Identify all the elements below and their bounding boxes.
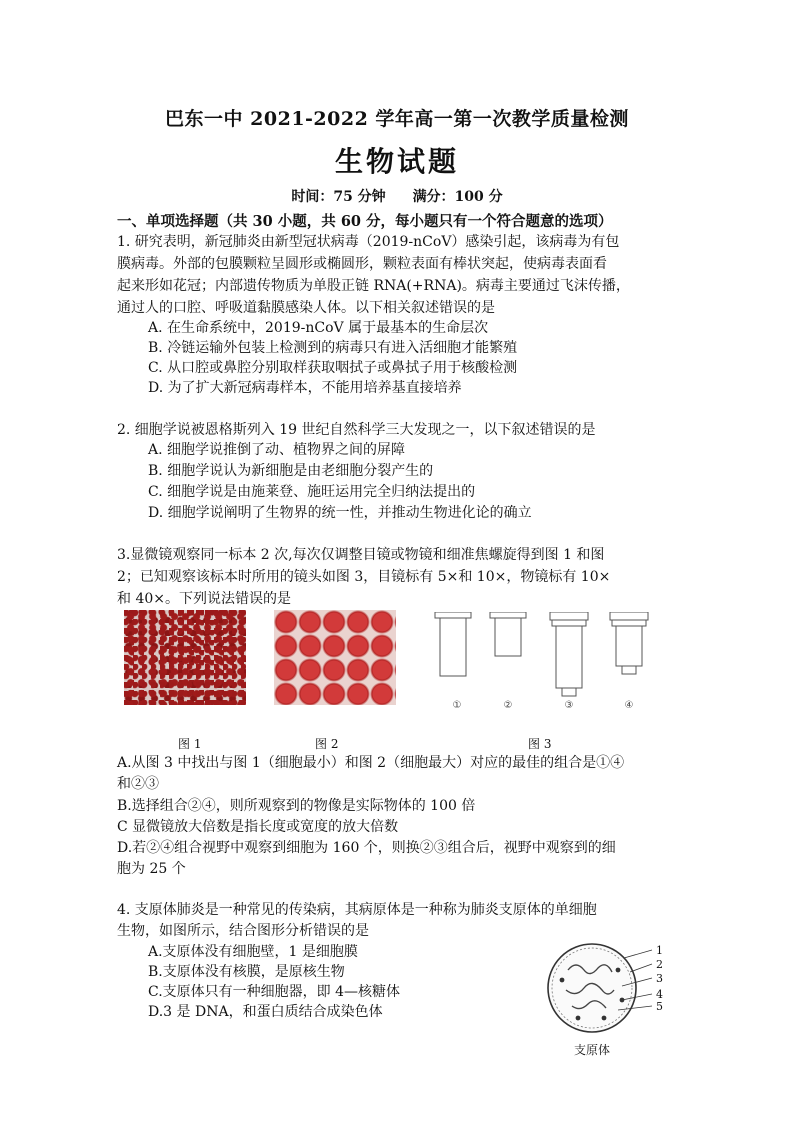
q3-option-b: B.选择组合②④，则所观察到的物像是实际物体的 100 倍 [117,798,476,814]
lens-diagram-figure-3 [430,612,660,712]
q3-option-a-cont: 和②③ [117,776,159,792]
q4-line: 生物，如图所示，结合图形分析错误的是 [117,923,369,939]
q2-option-d: D. 细胞学说阐明了生物界的统一性，并推动生物进化论的确立 [148,505,532,521]
q3-option-d: D.若②④组合视野中观察到细胞为 160 个，则换②③组合后，视野中观察到的细 [117,840,616,856]
q3-option-d-cont: 胞为 25 个 [117,861,186,877]
exam-title: 巴东一中 2021-2022 学年高一第一次教学质量检测 [165,108,629,130]
cell-label-3: 3 [656,972,663,985]
q4-option-b: B.支原体没有核膜，是原核生物 [148,964,345,980]
q4-line: 4. 支原体肺炎是一种常见的传染病，其病原体是一种称为肺炎支原体的单细胞 [117,902,597,918]
q2-line: 2. 细胞学说被恩格斯列入 19 世纪自然科学三大发现之一，以下叙述错误的是 [117,422,596,438]
figure-3-caption: 图 3 [528,737,552,751]
figure-2-caption: 图 2 [315,737,339,751]
lens-label-1: ① [452,700,462,711]
q1-option-c: C. 从口腔或鼻腔分别取样获取咽拭子或鼻拭子用于核酸检测 [148,360,518,376]
q3-line: 3.显微镜观察同一标本 2 次,每次仅调整目镜或物镜和细准焦螺旋得到图 1 和图 [117,547,605,563]
q4-option-d: D.3 是 DNA，和蛋白质结合成染色体 [148,1004,383,1020]
cell-label-4: 4 [656,988,663,1001]
eyepiece-long-icon [435,612,471,676]
q2-option-b: B. 细胞学说认为新细胞是由老细胞分裂产生的 [148,463,434,479]
lens-label-3: ③ [564,700,574,711]
lens-label-2: ② [503,700,513,711]
q3-line: 2；已知观察该标本时所用的镜头如图 3，目镜标有 5×和 10×，物镜标有 10× [117,569,611,585]
q1-option-d: D. 为了扩大新冠病毒样本，不能用培养基直接培养 [148,380,462,396]
objective-short-icon [610,612,648,674]
q1-line: 通过人的口腔、呼吸道黏膜感染人体。以下相关叙述错误的是 [117,300,495,316]
cell-membrane-icon [548,944,636,1032]
exam-score: 满分：100 分 [412,189,503,205]
figure-1-caption: 图 1 [178,737,202,751]
q3-option-c: C 显微镜放大倍数是指长度或宽度的放大倍数 [117,819,399,835]
q2-option-a: A. 细胞学说推倒了动、植物界之间的屏障 [148,442,406,458]
exam-time: 时间：75 分钟 [291,189,386,205]
q1-option-b: B. 冷链运输外包装上检测到的病毒只有进入活细胞才能繁殖 [148,340,518,356]
q3-option-a: A.从图 3 中找出与图 1（细胞最小）和图 2（细胞最大）对应的最佳的组合是①④ [117,755,625,771]
q1-line: 起来形如花冠；内部遗传物质为单股正链 RNA(+RNA)。病毒主要通过飞沫传播， [117,278,630,294]
q1-line: 1. 研究表明，新冠肺炎由新型冠状病毒（2019-nCoV）感染引起，该病毒为有包 [117,234,620,250]
cell-label-1: 1 [656,944,663,957]
q4-option-c: C.支原体只有一种细胞器，即 4—核糖体 [148,984,401,1000]
q1-line: 膜病毒。外部的包膜颗粒呈圆形或椭圆形，颗粒表面有棒状突起，使病毒表面看 [117,256,607,272]
cell-label-5: 5 [656,1000,663,1013]
section-heading: 一、单项选择题（共 30 小题，共 60 分，每小题只有一个符合题意的选项） [117,213,613,230]
mycoplasma-diagram [538,940,678,1060]
subject-title: 生物试题 [334,145,459,178]
time-score-line [0,186,794,206]
objective-long-icon [550,612,588,696]
q3-line: 和 40×。下列说法错误的是 [117,591,291,607]
cell-figure-caption: 支原体 [573,1043,611,1057]
lens-label-4: ④ [624,700,634,711]
eyepiece-short-icon [490,612,526,656]
q1-option-a: A. 在生命系统中，2019-nCoV 属于最基本的生命层次 [148,320,489,336]
q4-option-a: A.支原体没有细胞壁，1 是细胞膜 [148,944,358,960]
micrograph-figure-1 [124,610,246,705]
cell-label-2: 2 [656,958,663,971]
micrograph-figure-2 [274,610,396,705]
q2-option-c: C. 细胞学说是由施莱登、施旺运用完全归纳法提出的 [148,484,476,500]
